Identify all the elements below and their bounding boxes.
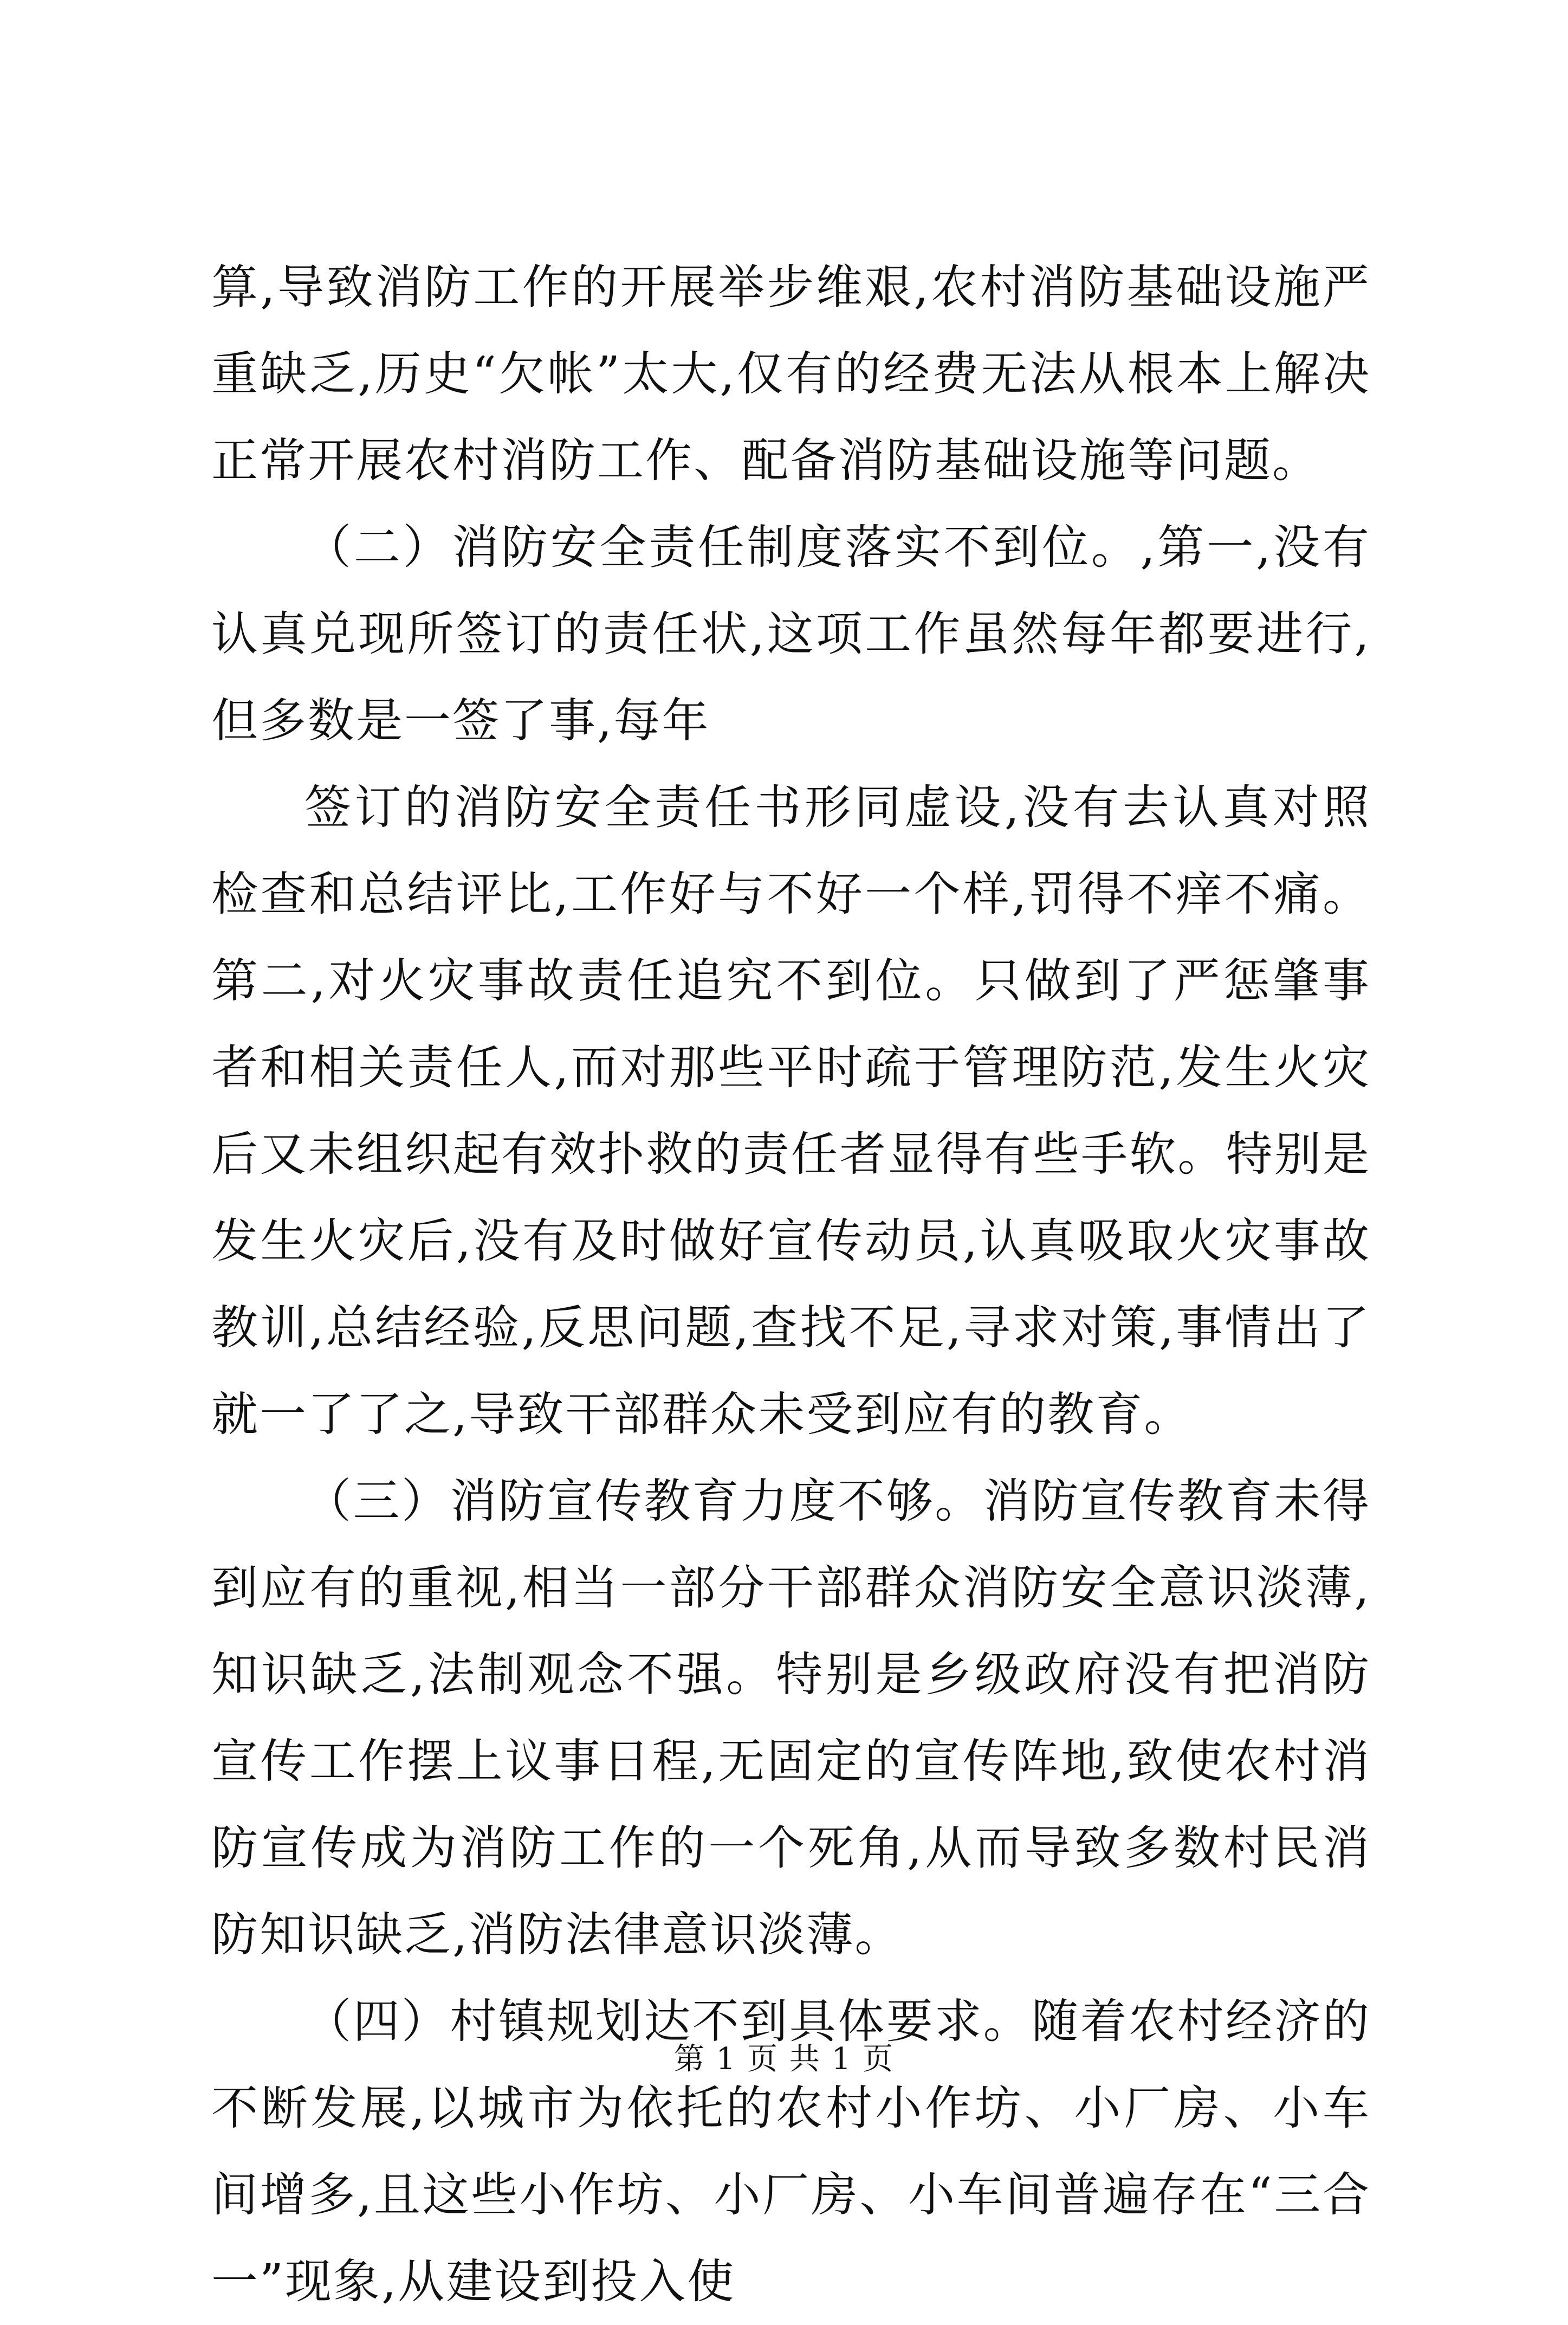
paragraph-section-three: （三）消防宣传教育力度不够。消防宣传教育未得到应有的重视,相当一部分干部群众消防安全意识淡薄,知识缺乏,法制观念不强。特别是乡级政府没有把消防宣传工作摆上议事日程,无固定的宣传阵地,致使农村消防宣传成为消防工作的一个死角,从而导致多数村民消防知识缺乏,消防法律意识淡薄。 (211, 1474, 1371, 1962)
paragraph-section-four: （四）村镇规划达不到具体要求。随着农村经济的不断发展,以城市为依托的农村小作坊、小厂房、小车间增多,且这些小作坊、小厂房、小车间普遍存在“三合一”现象,从建设到投入使 (211, 1994, 1371, 2309)
page-number-footer: 第 1 页 共 1 页 (673, 2042, 895, 2077)
document-body (211, 244, 1371, 2325)
paragraph-continuation: 算,导致消防工作的开展举步维艰,农村消防基础设施严重缺乏,历史“欠帐”太大,仅有的经费无法从根本上解决正常开展农村消防工作、配备消防基础设施等问题。 (211, 260, 1371, 488)
paragraph-section-two-continued: 签订的消防安全责任书形同虚设,没有去认真对照检查和总结评比,工作好与不好一个样,罚得不痒不痛。第二,对火灾事故责任追究不到位。只做到了严惩肇事者和相关责任人,而对那些平时疏于管理防范,发生火灾后又未组织起有效扑救的责任者显得有些手软。特别是发生火灾后,没有及时做好宣传动员,认真吸取火灾事故教训,总结经验,反思问题,查找不足,寻求对策,事情出了就一了了之,导致干部群众未受到应有的教育。 (211, 780, 1371, 1442)
paragraph-section-two: （二）消防安全责任制度落实不到位。,第一,没有认真兑现所签订的责任状,这项工作虽然每年都要进行,但多数是一签了事,每年 (211, 520, 1371, 748)
